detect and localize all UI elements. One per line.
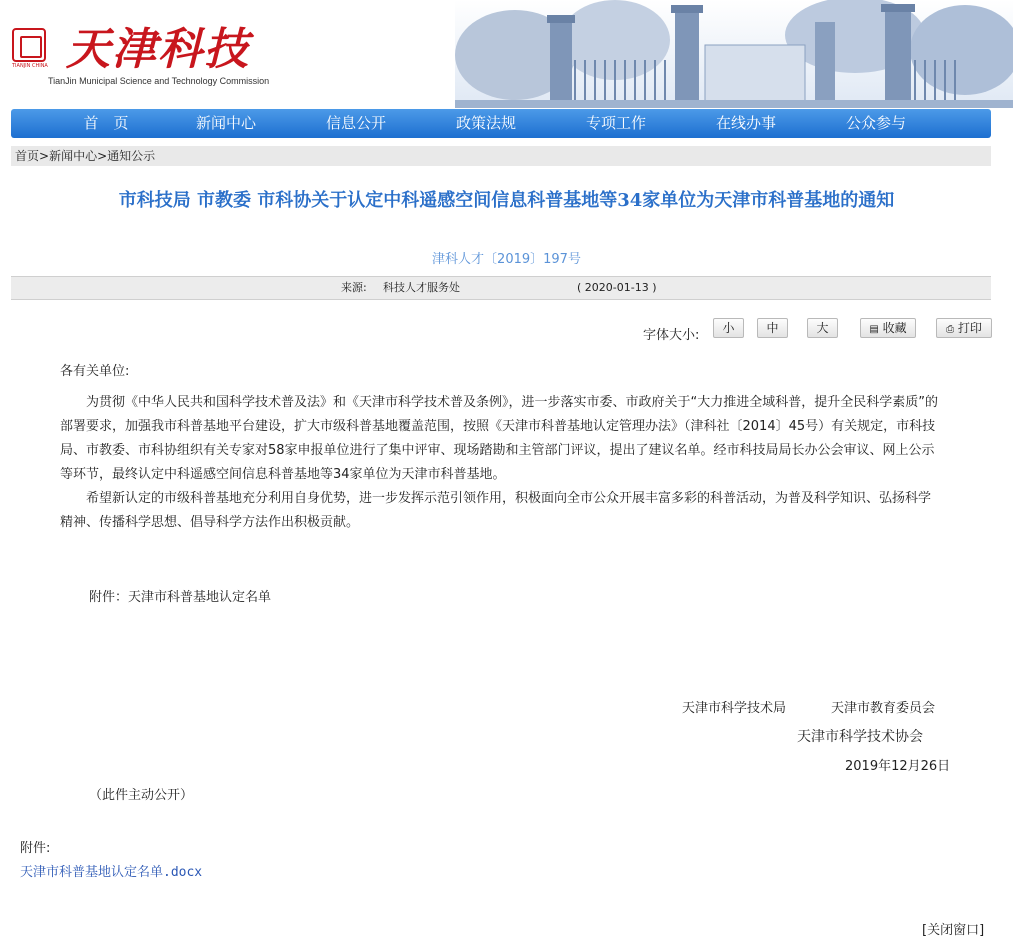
nav-item-online-service[interactable]: 在线办事 [715,114,776,132]
breadcrumb [11,146,991,166]
breadcrumb-current[interactable]: 通知公示 [107,149,156,163]
header-banner-image [455,0,1013,108]
nav-item-news[interactable]: 新闻中心 [195,114,256,132]
nav-item-home[interactable]: 首 页 [83,114,129,132]
logo-seal-icon [12,28,46,62]
nav-item-public-participation[interactable]: 公众参与 [845,114,906,132]
font-size-label: 字体大小: [643,328,700,343]
public-disclosure-note: （此件主动公开） [89,788,194,803]
font-medium-button[interactable]: 中 [757,318,788,338]
site-logo-subtitle: TianJin Municipal Science and Technology Commission [48,76,270,86]
source-value: 科技人才服务处 [383,281,460,294]
article-title: 市科技局 市教委 市科协关于认定中科遥感空间信息科普基地等34家单位为天津市科普基地的通知 [118,190,895,211]
body-paragraph: 为贯彻《中华人民共和国科学技术普及法》和《天津市科学技术普及条例》，进一步落实市委、市政府关于“大力推进全域科普，提升全民科学素质”的部署要求，加强我市科普基地平台建设，扩大市级科普基地覆盖范围，按照《天津市科普基地认定管理办法》（津科社〔2014〕45号）有关规定，市科技局、市教委、市科协组织有关专家对58家申报单位进行了集中评审、现场踏勘和主管部门评议，提出了建议名单。经市科技局局长办公会审议、网上公示等环节，最终认定中科遥感空间信息科普基地等34家单位为天津市科普基地。 [60,395,938,482]
source-label: 来源: [341,281,367,294]
bookmark-icon: ▤ [869,324,879,335]
nav-item-info-disclosure[interactable]: 信息公开 [325,114,386,132]
signatory-tech-bureau: 天津市科学技术局 [682,701,787,716]
article-meta-bar [11,276,991,300]
font-large-button[interactable]: 大 [807,318,838,338]
body-paragraph: 希望新认定的市级科普基地充分利用自身优势，进一步发挥示范引领作用，积极面向全市公众开展丰富多彩的科普活动，为普及科学知识、弘扬科学精神、传播科学思想、倡导科学方法作出积极贡献。 [60,491,932,530]
signatory-education-commission: 天津市教育委员会 [831,701,936,716]
printer-icon: ⎙ [946,324,955,335]
font-small-button[interactable]: 小 [713,318,744,338]
attachment-file-link[interactable]: 天津市科普基地认定名单.docx [20,865,203,880]
close-window-link[interactable]: [关闭窗口] [922,923,985,938]
attachments-label: 附件: [20,841,51,856]
favorite-label: 收藏 [882,321,907,335]
signature-date: 2019年12月26日 [845,759,951,774]
signatory-science-association: 天津市科学技术协会 [797,729,923,745]
site-logo-title[interactable]: 天津科技 [66,24,250,75]
salutation: 各有关单位: [60,364,130,379]
breadcrumb-home[interactable]: 首页 [15,149,40,163]
document-number: 津科人才〔2019〕197号 [432,252,581,267]
print-button[interactable] [936,318,992,338]
nav-item-special-work[interactable]: 专项工作 [585,114,646,132]
logo-seal-text: TIANJIN CHINA [12,63,48,69]
publish-date: ( 2020-01-13 ) [577,281,657,294]
main-nav [11,109,991,138]
breadcrumb-separator: > [97,149,108,163]
article-body [60,360,942,535]
nav-item-policies[interactable]: 政策法规 [455,114,516,132]
breadcrumb-news[interactable]: 新闻中心 [49,149,98,163]
print-label: 打印 [957,321,982,335]
favorite-button[interactable] [860,318,916,338]
attachment-reference: 附件：天津市科普基地认定名单 [89,590,272,605]
site-header [0,0,1013,108]
breadcrumb-separator: > [39,149,50,163]
